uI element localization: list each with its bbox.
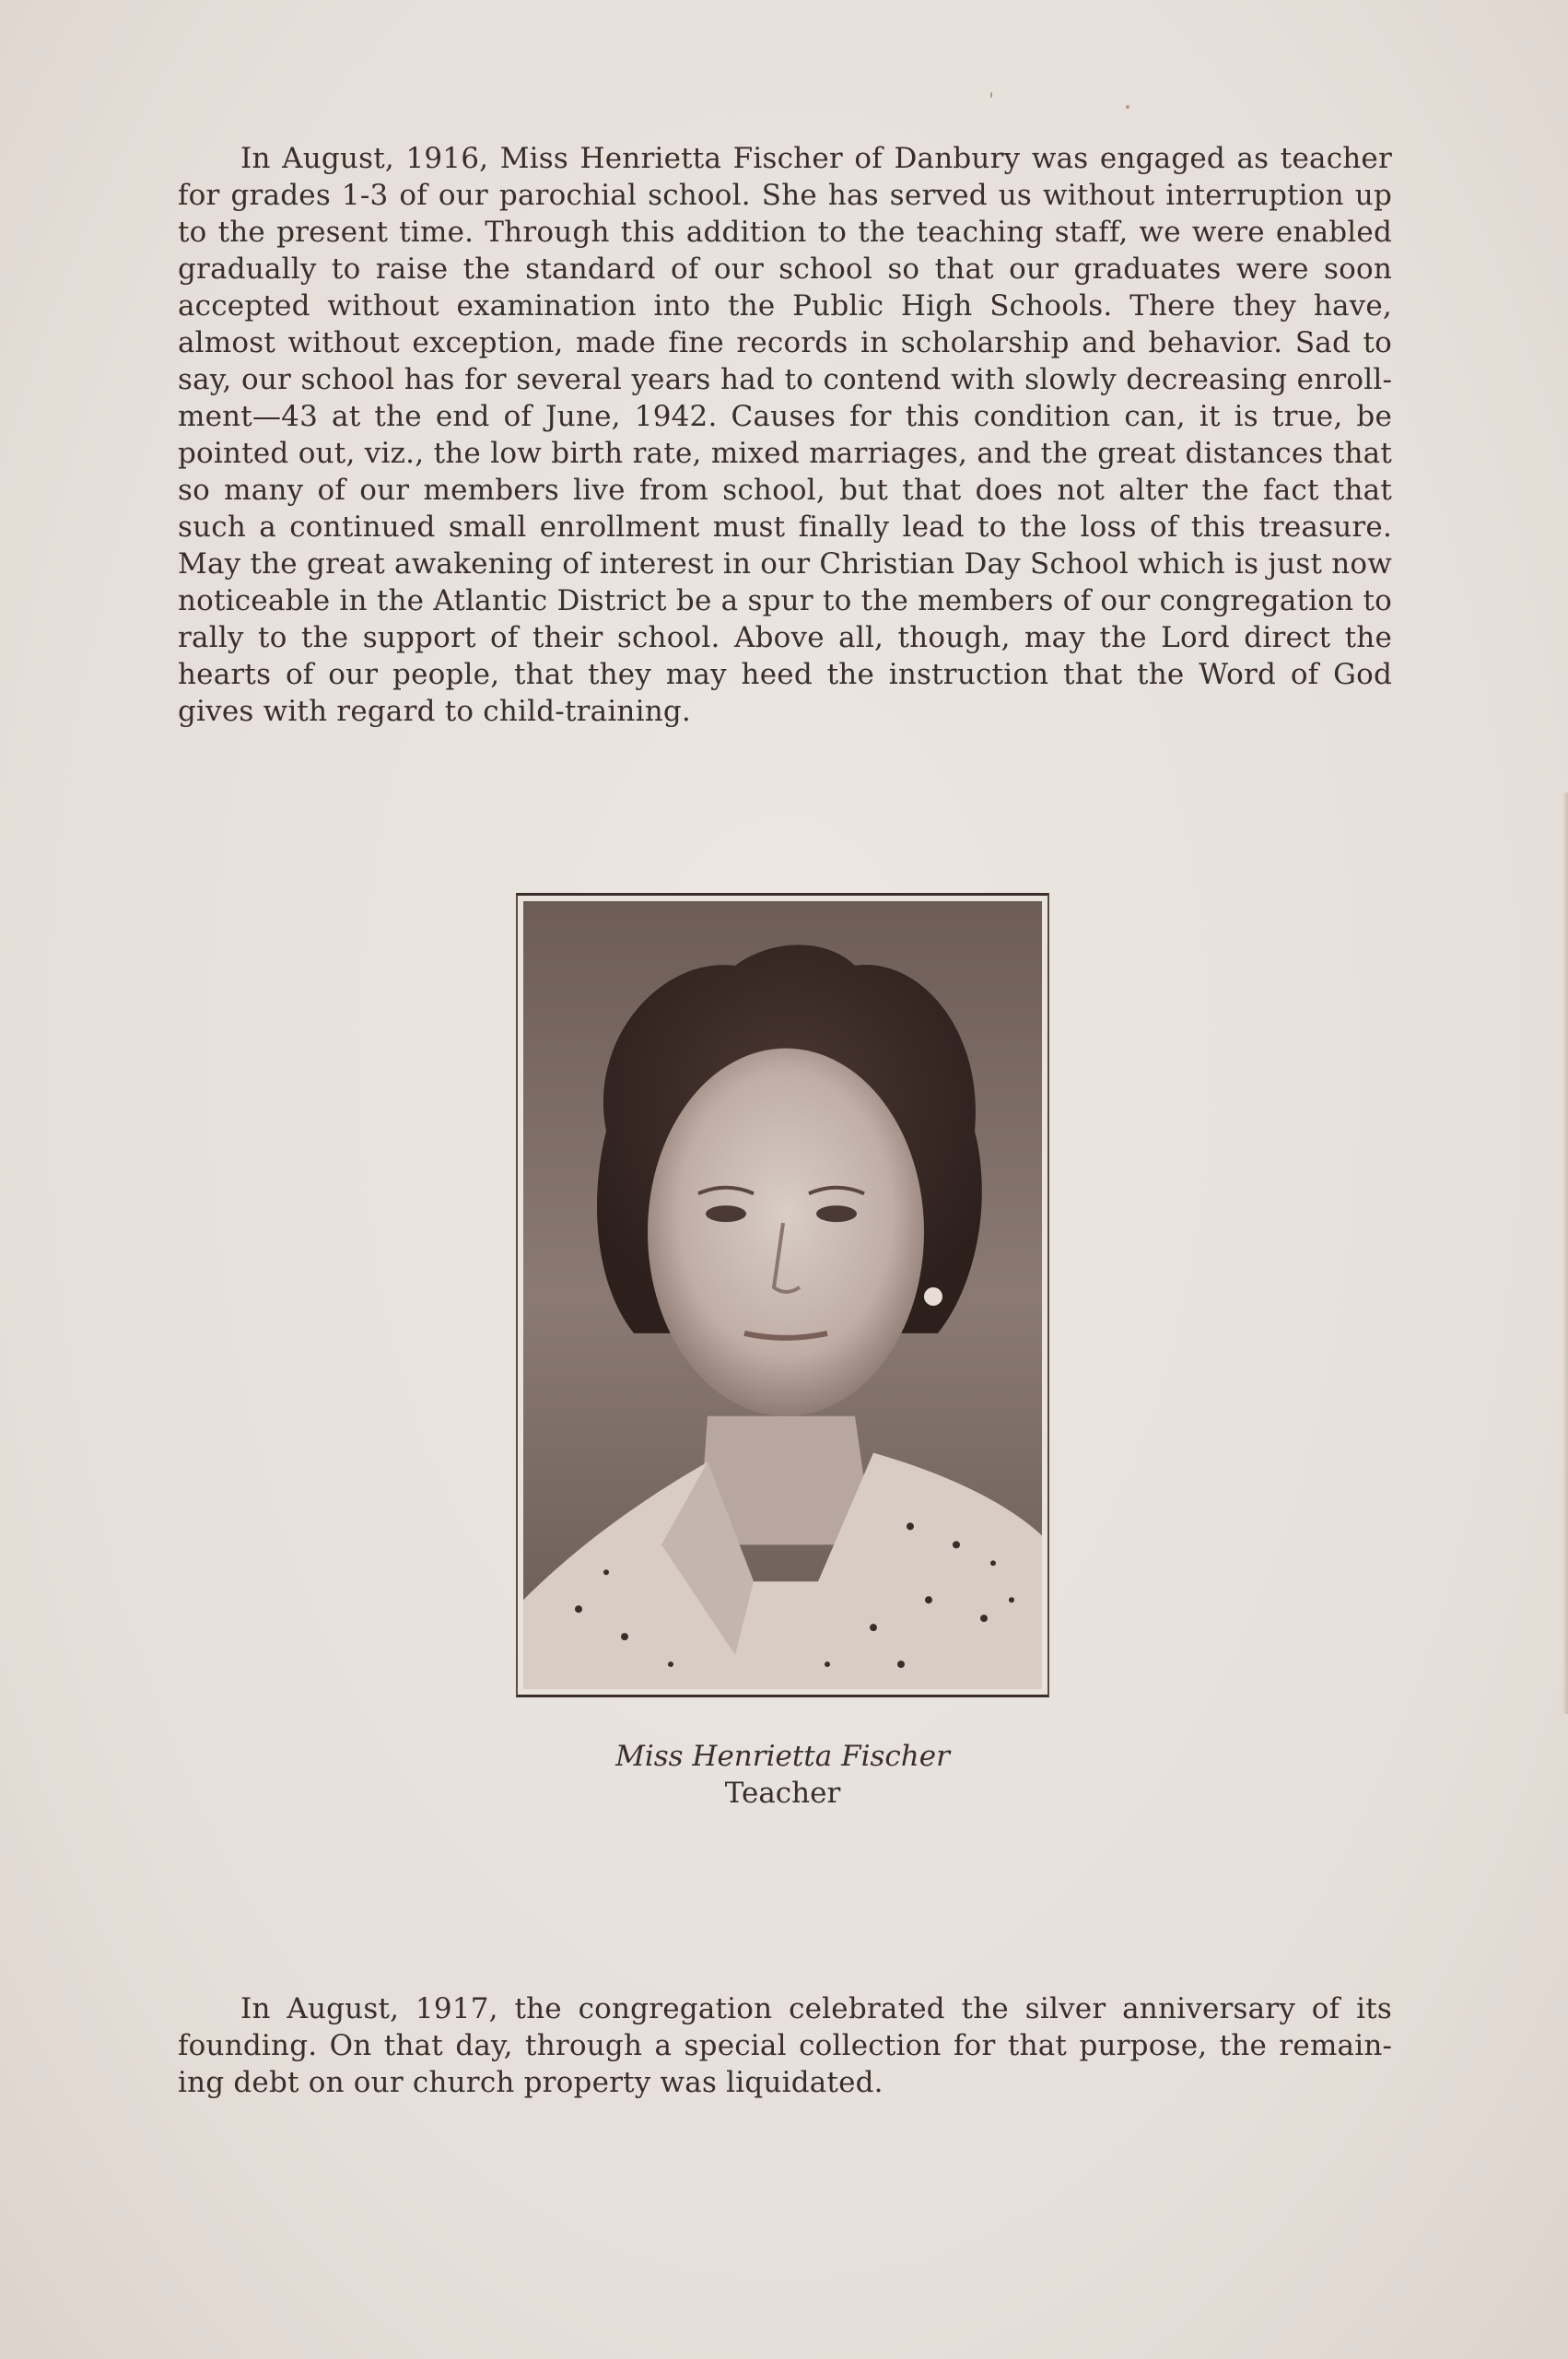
page-edge-shadow	[1562, 792, 1568, 1714]
paper-speck	[990, 92, 992, 98]
body-paragraph-2: In August, 1917, the congregation celebrated the silver anniversary of its founding. On that day, through a special collection for that purpose, the remaining debt on our church property was liquidated.	[178, 1992, 1392, 2099]
portrait-caption-name: Miss Henrietta Fischer	[615, 1740, 950, 1773]
portrait-caption-role: Teacher	[724, 1777, 841, 1810]
paper-speck	[1126, 105, 1129, 109]
body-paragraph-1: In August, 1916, Miss Henrietta Fischer of Danbury was engaged as teacher for grades 1-3 of our parochial school. She has served us without interruption up to the present time. Through this addition to the teaching staff, we were enabled gradually to raise the standard of our school so that our graduates were soon accepted without examination into the Public High Schools. There they have, almost without exception, made fine records in scholarship and behavior. Sad to say, our school has for several years had to contend with slowly decreasing enrollment—43 at the end of June, 1942. Causes for this condition can, it is true, be pointed out, viz., the low birth rate, mixed marriages, and the great distances that so many of our members live from school, but that does not alter the fact that such a continued small enrollment must finally lead to the loss of this treasure. May the great awakening of interest in our Christian Day School which is just now noticeable in the Atlantic District be a spur to the members of our congregation to rally to the support of their school. Above all, though, may the Lord direct the hearts of our people, that they may heed the instruction that the Word of God gives with regard to child-training.	[178, 142, 1392, 728]
portrait-frame	[516, 893, 1049, 1697]
portrait-photo	[523, 901, 1042, 1689]
